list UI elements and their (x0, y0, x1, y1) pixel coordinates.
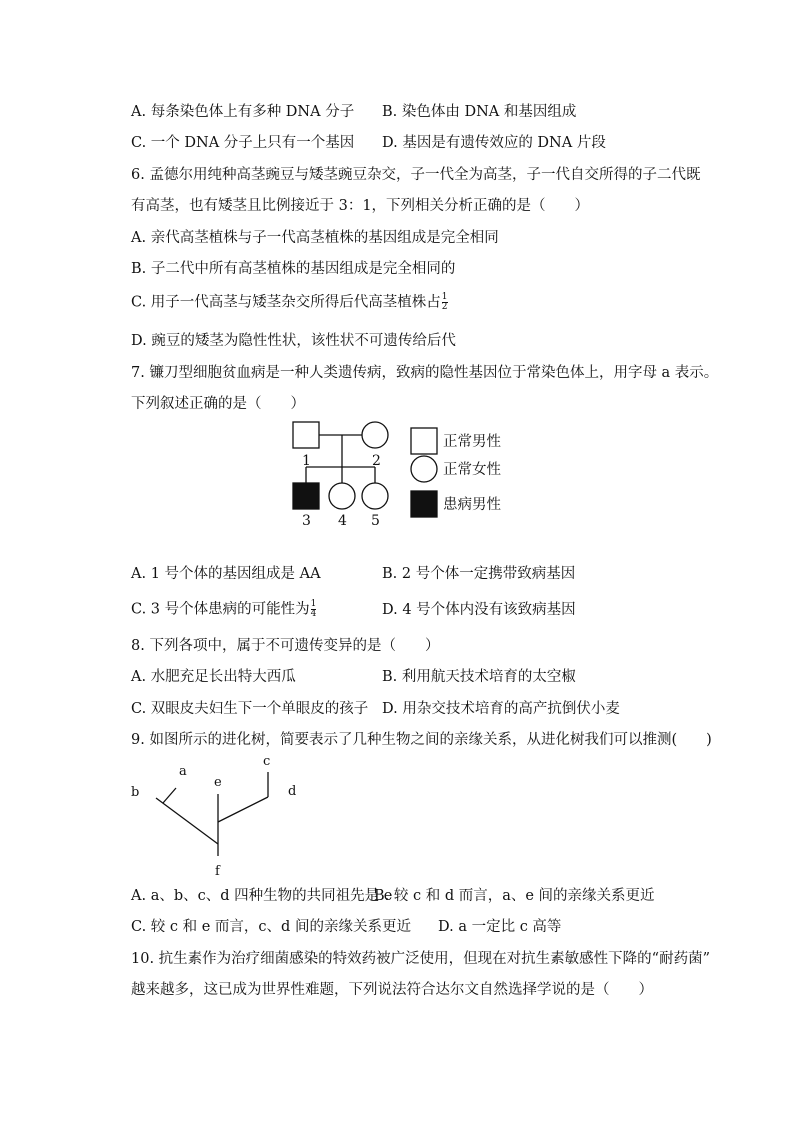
q10-stem-line2: 越来越多，这已成为世界性难题，下列说法符合达尔文自然选择学说的是（ ） (131, 982, 653, 998)
tree-label-f: f (215, 864, 220, 879)
q5-option-c: C. 一个 DNA 分子上只有一个基因 (131, 135, 355, 151)
q6-stem-line1: 6. 孟德尔用纯种高茎豌豆与矮茎豌豆杂交，子一代全为高茎，子一代自交所得的子二代既 (131, 167, 701, 183)
q8-option-b: B. 利用航天技术培育的太空椒 (382, 669, 576, 685)
branch-main-right (218, 797, 268, 822)
q5-option-d: D. 基因是有遗传效应的 DNA 片段 (382, 135, 606, 151)
q5-option-b: B. 染色体由 DNA 和基因组成 (382, 104, 577, 120)
q8-option-c: C. 双眼皮夫妇生下一个单眼皮的孩子 (131, 701, 369, 717)
branch-a (163, 788, 176, 803)
fraction-denominator: 2 (441, 302, 448, 312)
q9-stem: 9. 如图所示的进化树，简要表示了几种生物之间的亲缘关系，从进化树我们可以推测( ) (131, 732, 712, 748)
fraction-numerator: 1 (310, 599, 317, 609)
legend-male-symbol (411, 428, 437, 454)
individual-5-female (362, 483, 388, 509)
individual-4-female (329, 483, 355, 509)
q5-option-a: A. 每条染色体上有多种 DNA 分子 (131, 104, 355, 120)
legend-female-symbol (411, 456, 437, 482)
legend-affected-label: 患病男性 (443, 497, 501, 513)
pedigree-chart (285, 415, 525, 530)
q7-option-d: D. 4 号个体内没有该致病基因 (382, 602, 576, 618)
tree-label-d: d (288, 784, 297, 799)
label-1: 1 (302, 453, 311, 469)
q7-option-b: B. 2 号个体一定携带致病基因 (382, 566, 576, 582)
q6-option-c (131, 293, 448, 312)
label-2: 2 (372, 453, 381, 469)
q9-option-c: C. 较 c 和 e 而言，c、d 间的亲缘关系更近 (131, 919, 411, 935)
evolution-tree (125, 752, 315, 880)
q7-stem-line1: 7. 镰刀型细胞贫血病是一种人类遗传病，致病的隐性基因位于常染色体上，用字母 a 表示。 (131, 365, 719, 381)
legend-affected-symbol (411, 491, 437, 517)
q7-option-c-text: C. 3 号个体患病的可能性为 (131, 601, 310, 618)
q7-option-a: A. 1 号个体的基因组成是 AA (131, 566, 321, 582)
q9-option-a: A. a、b、c、d 四种生物的共同祖先是 e (131, 888, 393, 904)
q6-option-b: B. 子二代中所有高茎植株的基因组成是完全相同的 (131, 261, 456, 277)
individual-1-male (293, 422, 319, 448)
label-5: 5 (371, 513, 380, 529)
q6-option-c-text: C. 用子一代高茎与矮茎杂交所得后代高茎植株占 (131, 294, 441, 311)
q9-option-d: D. a 一定比 c 高等 (438, 919, 562, 935)
q10-stem-line1: 10. 抗生素作为治疗细菌感染的特效药被广泛使用，但现在对抗生素敏感性下降的“耐药菌” (131, 951, 710, 967)
label-4: 4 (338, 513, 347, 529)
tree-label-c: c (263, 754, 271, 769)
individual-2-female (362, 422, 388, 448)
tree-label-b: b (131, 785, 140, 800)
label-3: 3 (302, 513, 311, 529)
fraction-one-half (442, 293, 448, 312)
fraction-numerator: 1 (441, 292, 448, 302)
q8-option-d: D. 用杂交技术培育的高产抗倒伏小麦 (382, 701, 620, 717)
q9-option-b: B. 较 c 和 d 而言，a、e 间的亲缘关系更近 (374, 888, 655, 904)
legend-female-label: 正常女性 (443, 462, 501, 478)
q8-stem: 8. 下列各项中，属于不可遗传变异的是（ ） (131, 638, 440, 654)
individual-3-affected-male (293, 483, 319, 509)
tree-label-a: a (179, 764, 187, 779)
q7-stem-line2: 下列叙述正确的是（ ） (131, 396, 305, 412)
q7-option-c (131, 600, 316, 619)
fraction-denominator: 4 (310, 609, 317, 619)
legend-male-label: 正常男性 (443, 434, 501, 450)
fraction-one-quarter (311, 600, 317, 619)
q8-option-a: A. 水肥充足长出特大西瓜 (131, 669, 296, 685)
q6-stem-line2: 有高茎，也有矮茎且比例接近于 3：1，下列相关分析正确的是（ ） (131, 198, 590, 214)
branch-trunk-b (156, 798, 218, 844)
tree-label-e: e (214, 775, 222, 790)
q6-option-a: A. 亲代高茎植株与子一代高茎植株的基因组成是完全相同 (131, 230, 499, 246)
q6-option-d: D. 豌豆的矮茎为隐性性状，该性状不可遗传给后代 (131, 333, 456, 349)
